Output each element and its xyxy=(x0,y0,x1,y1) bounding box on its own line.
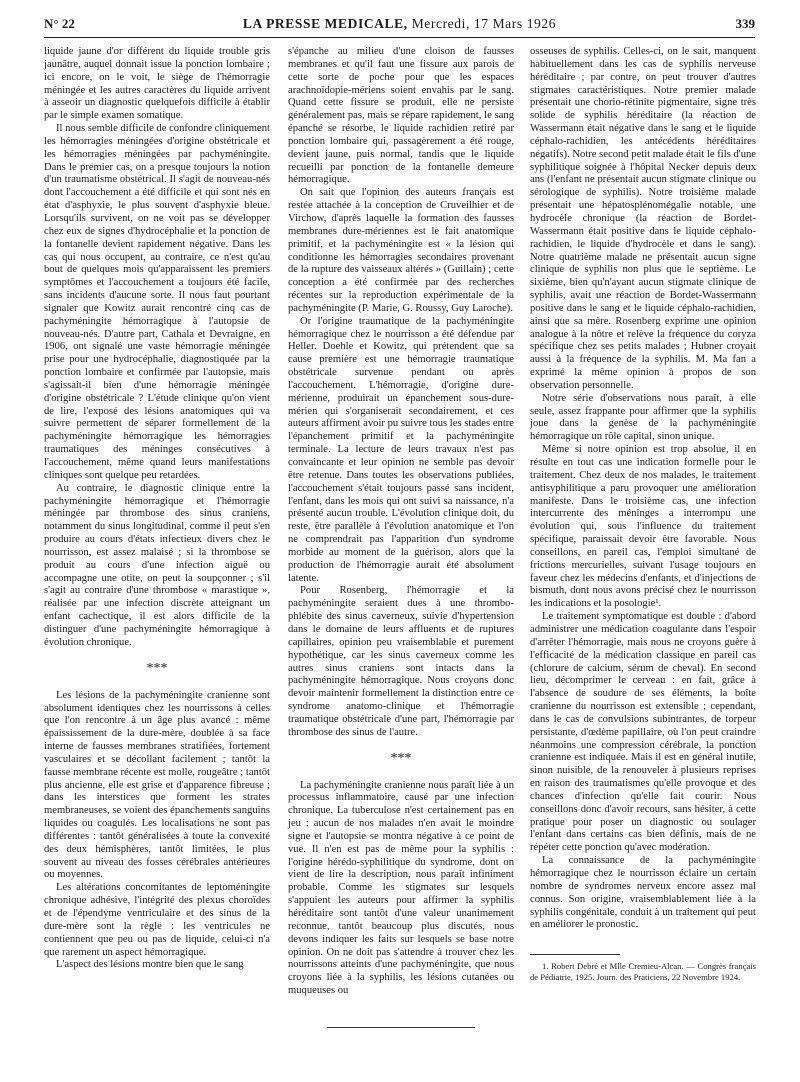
paragraph: Les altérations concomitantes de leptoméningite chronique adhésive, l'intégrité des plexus choroïdes et de l'épendyme ventriculaire et des sinus de la dure-mère sont la règle : les ventricules ne contiennent que peu ou pas de liquide, celui-ci n'a que rarement un aspect hémorragique. xyxy=(44,882,270,958)
paragraph: Au contraire, le diagnostic clinique entre la pachyméningite hémorragique et l'hémorragie méningée par thrombose des sinus craniens, notamment du sinus longitudinal, comme il peut s'en produire au cours d'états infectieux divers chez le nourrisson, est assez malaisé ; si la thrombose se produit au cours d'une infection aiguë ou accompagne une otite, on peut la soupçonner ; s'il s'agit au contraire d'une thrombose « marastique », réalisée par une infection discrète atteignant un enfant cachectique, il est alors difficile de la distinguer d'une pachyméningite hémorragique à évolution chronique. xyxy=(44,482,270,648)
journal-masthead xyxy=(44,16,755,32)
paragraph: On sait que l'opinion des auteurs français est restée attachée à la conception de Cruveilhier et de Virchow, d'après laquelle la formation des fausses membranes dure-mériennes est le fait anatomique primitif, et la pachyméningite est « la lésion qui conditionne les hémorragies secondaires provenant de la rupture des vaisseaux altérés » (Guillain) ; cette conception a été confirmée par des recherches récentes sur la reproduction expérimentale de la pachyméningite (P. Marie, G. Roussy, Guy Laroche). xyxy=(288,187,514,314)
footnote: 1. Robert Debré et Mlle Cremieu-Alcan. — Congrès français de Pédiatrie, 1925. Journ. des Praticiens, 22 Novembre 1924. xyxy=(530,961,756,982)
paragraph: Or l'origine traumatique de la pachyméningite hémorragique chez le nourrisson a été défendue par Heller. Doehle et Kowitz, qui prétendent que sa cause première est une hémorragie traumatique obstétricale survenue pendant ou après l'accouchement. L'hémorragie, d'origine dure-mérienne, produirait un épanchement sous-dure-mérien qui s'organiserait secondairement, et ces auteurs affirment avoir pu suivre tous les stades entre l'épanchement primitif et la pachyméningite terminale. La lecture de leurs travaux n'est pas convaincante et leur opinion ne semble pas devoir être retenue. Dans toutes les observations publiées, l'accouchement s'était toujours passé sans incident, l'enfant, dans les mois qui ont suivi sa naissance, n'a présenté aucun trouble. L'évolution clinique doit, du reste, être parallèle à l'évolution anatomique et l'on ne comprendrait pas l'apparition d'un syndrome morbide au moment de la guérison, alors que la production de l'hémorragie aurait été absolument latente. xyxy=(288,315,514,584)
running-header xyxy=(44,16,755,36)
journal-title: LA PRESSE MEDICALE, xyxy=(242,16,408,31)
bottom-rule xyxy=(327,1027,475,1028)
paragraph: Il nous semble difficile de confondre cliniquement les hémorragies méningées d'origine obstétricale et les hémorragies méningées par pachyméningite. Dans le premier cas, on a presque toujours la notion d'un traumatisme obstétrical. Il s'agit de nouveau-nés dont l'accouchement a été difficile et qui sont nés en état d'asphyxie, le plus souvent d'asphyxie bleue. Lorsqu'ils survivent, on ne voit pas se développer chez eux de signes d'hydrocéphalie et la ponction de la fontanelle devient rapidement négative. Dans les cas qui nous occupent, au contraire, ce n'est qu'au bout de quelques mois qu'apparaissent les premiers symptômes et l'accouchement a toujours été facile, sans incidents d'aucune sorte. Il nous faut pourtant signaler que Kowitz aurait rencontré cinq cas de pachyméningite hémorragique à l'autopsie de nouveau-nés. D'autre part, Cathala et Devraigne, en 1906, ont signalé une vaste hémorragie méningée prise pour une hydrocéphalie, diagnostiquée par la ponction lombaire et confirmée par l'autopsie, mais s'agissait-il bien d'une hémorragie méningée d'origine obstétricale ? L'étude clinique qu'on vient de lire, l'exposé des lésions anatomiques qui va suivre permettent de séparer formellement de la pachyméningite hémorragique les hémorragies traumatiques des méninges consécutives à l'accouchement, même quand leurs manifestations cliniques sont quelque peu retardées. xyxy=(44,123,270,481)
section-asterism xyxy=(44,662,270,676)
paragraph: L'aspect des lésions montre bien que le sang xyxy=(56,959,244,971)
column-left xyxy=(44,46,270,972)
column-middle xyxy=(288,46,514,998)
footnote-rule xyxy=(530,954,620,955)
section-asterism xyxy=(288,752,514,766)
paragraph: osseuses de syphilis. Celles-ci, on le sait, manquent habituellement dans les cas de syphilis nerveuse héréditaire ; par contre, on peut trouver d'autres stigmates caractéristiques. Notre premier malade présentait une chorio-rétinite pigmentaire, signe très solide de syphilis héréditaire (la réaction de Wassermann était négative dans le sang et le liquide céphalo-rachidien, les antécédents héréditaires négatifs). Notre second petit malade était le fils d'une syphilitique soignée à l'hôpital Necker depuis deux ans (l'enfant ne présentait aucun stigmate clinique ou sérologique de syphilis). Notre troisième malade présentait une hépatosplénomégalie notable, une hydrocèle chronique (la réaction de Bordet-Wassermann était positive dans le liquide céphalo-rachidien, le liquide d'hydrocèle et dans le sang). Notre quatrième malade ne présentait aucun signe clinique de syphilis non plus que le septième. Le sixième, bien qu'n'ayant aucun stigmate clinique de syphilis, avait une réaction de Bordet-Wassermann positive dans le sang et le liquide céphalo-rachidien, ainsi que sa mère. Rosenberg exprime une opinion analogue à la nôtre et relève la fréquence du coryza spécifique chez ses petits malades ; Hubner croyait aussi à la fréquence de la syphilis. M. Ma fan a exprimé la même opinion à propos de son observation personnelle. xyxy=(530,46,756,391)
paragraph: La connaissance de la pachyméningite hémorragique chez le nourrisson éclaire un certain nombre de syndromes nerveux encore assez mal connus. Son origine, vraisemblablement liée à la syphilis congénitale, conduit à un traitement qui peut en améliorer le pronostic. xyxy=(530,855,756,931)
paragraph: Le traitement symptomatique est double : d'abord administrer une médication coagulante dans l'espoir d'arrêter l'hémorragie, mais nous ne croyons guère à l'efficacité de la médication classique en pareil cas (chlorure de calcium, sérum de cheval). En second lieu, décomprimer le cerveau : en fait, grâce à l'absence de soudure de ses éléments, la boîte cranienne du nourrisson est extensible ; cependant, dans le cas de convulsions subintrantes, de torpeur persistante, d'œdème papillaire, où l'on peut craindre néanmoins une compression cérébrale, la ponction cranienne est indiquée. Mais il est en général inutile, sinon nuisible, de la renouveler à plusieurs reprises en raison des traumatismes qu'elle provoque et des chances d'infection qu'elle fait courir. Nous conseillons donc d'avoir recours, sans hésiter, à cette pratique pour poser un diagnostic ou soulager l'enfant dans certains cas bien définis, mais de ne répéter cette ponction qu'avec modération. xyxy=(530,611,756,854)
paragraph: s'épanche au milieu d'une cloison de fausses membranes et qu'il faut une fissure aux parois de cette sorte de poche pour que les espaces arachnoïdopie-mériens soient envahis par le sang. Quand cette fissure se produit, elle ne persiste généralement pas, mais se répare rapidement, le sang épanché se résorbe, le liquide rachidien retiré par ponction lombaire qui, passagèrement a été rouge, devient jaune, puis normal, tandis que le liquide recueilli par ponction de la fontanelle demeure hémorragique. xyxy=(288,46,514,186)
paragraph: Les lésions de la pachyméningite cranienne sont absolument identiques chez les nourrissons à celles que l'on rencontre à un âge plus avancé : même épaississement de la dure-mère, doublée à sa face interne de fausses membranes stratifiées, fortement vasculaires et se décollant facilement ; tantôt la fausse membrane récente est molle, rougeâtre ; tantôt plus ancienne, elle est grise et d'apparence fibreuse ; dans les interstices que forment les strates membraneuses, se voient des épanchements sanguins liquides ou coagulés. Les localisations ne sont pas différentes : tantôt généralisées à toute la convexité des deux hémisphères, tantôt limitées, le plus souvent au niveau des fosses cérébrales antérieures ou moyennes. xyxy=(44,689,270,881)
paragraph: Notre série d'observations nous paraît, à elle seule, assez frappante pour affirmer que la syphilis joue dans la genèse de la pachyméningite hémorragique un rôle capital, sinon unique. xyxy=(530,392,756,443)
asterism-glyph: *** xyxy=(146,660,168,676)
page-number: 339 xyxy=(735,16,755,31)
paragraph: liquide jaune d'or différent du liquide trouble gris jaunâtre, auquel donnait issue la ponction lombaire ; ici encore, on le voit, le siège de l'hémorragie méningée et les autres caractères du liquide arrivent à asseoir un diagnostic quelquefois difficile à établir par le simple examen somatique. xyxy=(44,46,270,122)
header-rule xyxy=(44,37,755,38)
paragraph: La pachyméningite cranienne nous paraît liée à un processus inflammatoire, causé par une infection chronique. La tuberculose n'est certainement pas en jeu : aucun de nos malades n'en avait le moindre signe et l'autopsie se montra négative à ce point de vue. Il n'en est pas de même pour la syphilis : l'origine hérédo-syphilitique du syndrome, dont on vient de lire la description, nous paraît infiniment probable. Comme les stigmates sur lesquels s'appuient les auteurs pour affirmer la syphilis héréditaire sont tantôt d'une valeur unanimement reconnue, tantôt beaucoup plus discutés, nous devons indiquer les faits sur lesquels se base notre opinion. On ne doit pas s'attendre à trouver chez les nourrissons atteints d'une pachyméningite, que nous croyons liée à la syphilis, les lésions cutanées ou muqueuses ou xyxy=(288,779,514,997)
paragraph: Pour Rosenberg, l'hémorragie et la pachyméningite seraient dues à une thrombo-phlébite des sinus caverneux, suivie d'hypertension dans le domaine de leurs affluents et de ruptures capillaires, opinion peu vraisemblable et purement hypothétique, car les sinus caverneux comme les autres sinus craniens sont intacts dans la pachyméningite hémorragique. Nous croyons donc devoir maintenir formellement la distinction entre ce syndrome anatomo-clinique et l'hémorragie traumatique obstétricale d'une part, l'hémorragie par thrombose des sinus de l'autre. xyxy=(288,585,514,738)
asterism-glyph: *** xyxy=(390,750,412,766)
column-right xyxy=(530,46,756,982)
issue-date: Mercredi, 17 Mars 1926 xyxy=(411,16,557,31)
paragraph: Même si notre opinion est trop absolue, il en résulte en tout cas une indication formelle pour le traitement. Chez deux de nos malades, le traitement antisyphilitique a paru provoquer une amélioration manifeste. Dans le troisième cas, une infection intercurrente des méninges a interrompu une évolution qui, sous l'influence du traitement spécifique, paraissait devoir être favorable. Nous conseillons, en pareil cas, l'emploi simultané de frictions mercurielles, suivant l'usage toujours en faveur chez les médecins d'enfants, et d'injections de bismuth, dont nous avons précisé chez le nourrisson les indications et la posologie¹. xyxy=(530,444,756,610)
issue-number: N° 22 xyxy=(44,16,75,31)
